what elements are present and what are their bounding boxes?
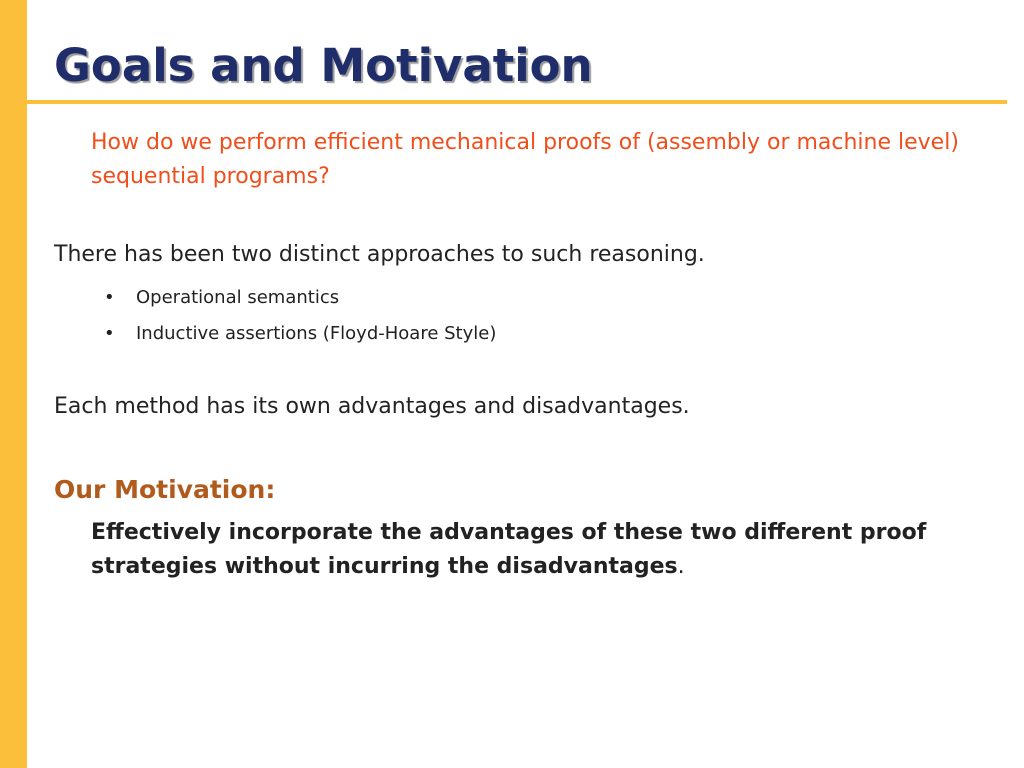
methods-statement: Each method has its own advantages and disadvantages.	[54, 394, 690, 419]
motivation-text	[91, 516, 1011, 584]
approach-label: Inductive assertions (Floyd-Hoare Style)	[136, 323, 497, 344]
motivation-heading: Our Motivation:	[54, 475, 276, 504]
approaches-list	[104, 280, 496, 352]
motivation-statement: Effectively incorporate the advantages of these two different proof strategies without incurring the disadvantages	[91, 520, 927, 579]
approaches-intro: There has been two distinct approaches to such reasoning.	[54, 242, 705, 267]
list-item	[104, 316, 496, 352]
bullet-icon: •	[104, 323, 115, 344]
slide-title: Goals and Motivation	[54, 39, 593, 92]
left-accent-bar	[0, 0, 27, 768]
research-question: How do we perform efficient mechanical proofs of (assembly or machine level) sequential programs?	[91, 130, 959, 189]
list-item	[104, 280, 496, 316]
bullet-icon: •	[104, 287, 115, 308]
title-divider	[27, 100, 1007, 104]
approach-label: Operational semantics	[136, 287, 340, 308]
motivation-period: .	[677, 554, 685, 579]
